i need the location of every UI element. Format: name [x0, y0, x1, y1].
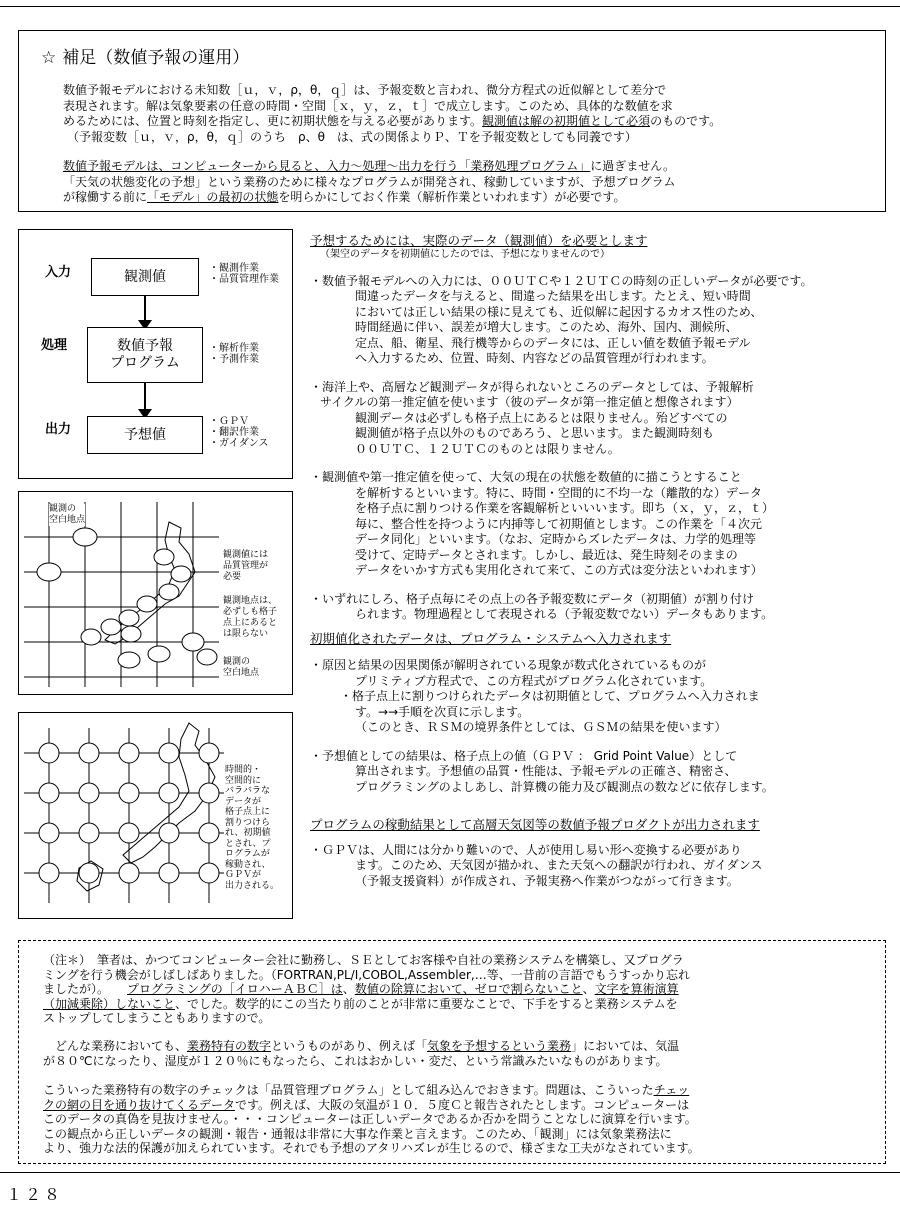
observation-box: 観測値: [91, 258, 199, 296]
text-line: （予報変数［ｕ，ｖ，ρ，θ，ｑ］のうち ρ、θ は、式の関係よりＰ、Ｔを予報変数としても同義です）: [67, 129, 637, 144]
section-heading: 初期値化されたデータは、プログラム・システムへ入力されます: [310, 630, 672, 646]
forecast-notes: ・ＧＰＶ ・翻訳作業 ・ガイダンス: [209, 416, 269, 449]
bullet-block: ・予想値としての結果は、格子点上の値（ＧＰＶ ： Grid Point Value）として 算出されます。予想値の品質・性能は、予報モデルの正確さ、精密さ、 プログラミングのよしあし、計算機の能力及び観測点の数などに依存します。: [310, 748, 774, 794]
arrow-down-icon: [144, 296, 146, 322]
supplement-title-text: 補足（数値予報の運用）: [62, 48, 250, 68]
right-column: [310, 233, 890, 889]
text-line: が稼働する前に「モデル」の最初の状態を明らかにしておく作業（解析作業といわれます）が必要です。: [63, 190, 626, 204]
grid-point-map: [18, 712, 293, 919]
author-note-box: [18, 940, 886, 1164]
program-box: 数値予報 プログラム: [87, 327, 203, 383]
flow-diagram: [18, 229, 293, 479]
quality-control-label: 観測値には 品質管理が 必要: [223, 550, 269, 582]
process-label: 処理: [41, 338, 68, 353]
bullet-block: ・ＧＰＶは、人間には分かり難いので、人が使用し易い形へ変換する必要があり ます。このため、天気図が描かれ、また天気への翻訳が行われ、ガイダンス （予報支援資料）が作成され、予報実務へ作業がつながって行きます。: [310, 842, 763, 888]
bullet-block: ・海洋上や、高層など観測データが得られないところのデータとしては、予報解析 サイクルの第一推定値を使います（彼のデータが第一推定値と想像されます） 観測データは必ずしも格子点上にあるとは限りません。殆どすべての 観測値が格子点以外のものであろう、と思います。また観測時刻も ００ＵＴＣ、１２ＵＴＣのものとは限りません。: [310, 379, 754, 456]
bottom-rule: [0, 1172, 900, 1173]
observation-grid-map: [18, 491, 293, 695]
section-heading: プログラムの稼動結果として高層天気図等の数値予報プロダクトが出力されます: [310, 817, 760, 832]
blank-point-label-top: 観測の 空白地点: [49, 504, 86, 525]
page-number: １２８: [6, 1185, 64, 1204]
text-line: 数値予報モデルは、コンピューターから見ると、入力～処理～出力を行う「業務処理プログラム」に過ぎません。: [63, 159, 676, 173]
bullet-block: ・観測値や第一推定値を使って、大気の現在の状態を数値的に描こうとすること を解析するといいます。特に、時間・空間的に不均一な（離散的な）データ を格子点に割りつける作業を客観解析といいいます。即ち（ｘ，ｙ，ｚ，ｔ） 毎に、整合性を持つように内挿等して初期値とします。この作業を「４次元 データ同化」といいます。（なお、定時からズレたデータは、力学的処理等 受けて、定時データとされます。しかし、最近は、発生時刻そのままの データをいかす方式も実用化されて来て、この方式は変分法といわれます）: [310, 470, 775, 577]
top-rule: [0, 6, 900, 7]
output-label: 出力: [45, 422, 72, 437]
text-line: 表現されます。解は気象要素の任意の時間・空間［ｘ，ｙ，ｚ，ｔ］で成立します。このため、具体的な数値を求: [63, 98, 673, 113]
blank-point-label-bottom: 観測の 空白地点: [223, 657, 260, 678]
text-line: 数値予報モデルにおける未知数［ｕ，ｖ，ρ，θ，ｑ］は、予報変数と言われ、微分方程式の近似解として差分で: [63, 83, 667, 97]
supplement-paragraph-1: [63, 83, 863, 145]
supplement-paragraph-2: [63, 159, 863, 206]
bullet-block: ・いずれにしろ、格子点毎にその点上の各予報変数にデータ（初期値）が割り付け られます。物理過程として表現される（予報変数でない）データもあります。: [310, 591, 774, 621]
star-icon: ☆: [41, 48, 57, 68]
text-line: めるためには、位置と時刻を指定し、更に初期状態を与える必要があります。観測値は解の初期値として必須のものです。: [63, 114, 722, 128]
grid-assignment-label: 時間的・ 空間的に バラバラな データが 格子点上に 割りつけら れ、初期値 とされ、プ ログラムが 稼動され、 ＧＰＶが 出力される。: [225, 765, 280, 891]
input-label: 入力: [45, 265, 72, 280]
note-paragraph-2: どんな業務においても、業務特有の数字というものがあり、例えば「気象を予想するという業務」においては、気温 が８０℃になったり、湿度が１２０％にもなったら、これはおかしい・変だ、という常識みたいなものがあります。: [43, 1039, 680, 1068]
bullet-block: ・原因と結果の因果関係が解明されている現象が数式化されているものが プリミティブ方程式で、この方程式がプログラム化されています。 ・格子点上に割りつけられたデータは初期値として、プログラムへ入力されま す。→→手順を次頁に示します。 （このとき、ＲＳＭの境界条件としては、ＧＳＭの結果を使います）: [310, 658, 760, 734]
supplement-box: [18, 30, 886, 212]
bullet-block: ・数値予報モデルへの入力には、００ＵＴＣや１２ＵＴＣの時刻の正しいデータが必要です。 間違ったデータを与えると、間違った結果を出します。たとえ、短い時間 においては正しい結果の様に見えても、近似解に起因するカオス性のため、 時間経過に伴い、誤差が増大します。このため、海外、国内、測候所、 定点、船、衛星、飛行機等からのデータには、正しい値を数値予報モデル へ入力するため、位置、時刻、内容などの品質管理が行われます。: [310, 273, 813, 365]
observation-notes: ・観測作業 ・品質管理作業: [209, 263, 279, 285]
arrow-down-icon: [144, 383, 146, 411]
forecast-box: 予想値: [87, 416, 203, 454]
program-notes: ・解析作業 ・予測作業: [209, 343, 259, 365]
section-subheading: （架空のデータを初期値にしたのでは、予想になりませんので）: [320, 248, 610, 260]
note-paragraph-1: （注＊） 筆者は、かつてコンピューター会社に勤務し、ＳＥとしてお客様や自社の業務システムを構築し、又プログラ ミングを行う機会がしばしばありました。（FORTRAN,PL/I,COBOL,Assembler,…等、一昔前の言語でもうすっかり忘れ ましたが）。 プログラミングの［イロハーＡＢＣ］は、数値の除算において、ゼロで割らないこと、文字を算術演算 （加減乗除）しないこと、でした。数学的にこの当たり前のことが非常に重要なことで、下手をすると業務システムを ストップしてしまうこともありますので。: [43, 953, 691, 1025]
text-line: 「天気の状態変化の予想」という業務のために様々なプログラムが開発され、稼動していますが、予想プログラム: [63, 174, 676, 189]
supplement-title: [41, 43, 249, 68]
section-heading: 予想するためには、実際のデータ（観測値）を必要とします: [310, 233, 648, 248]
note-paragraph-3: こういった業務特有の数字のチェックは「品質管理プログラム」として組み込んでおきます。問題は、こういったチェッ クの網の目を通り抜けてくるデータです。例えば、大阪の気温が１０．５度Ｃと報告されたとします。コンピューターは このデータの真偽を見抜けません。・・・コンピューターは正しいデータであるか否かを問うことなしに演算を行います。 この観点から正しいデータの観測・報告・通報は非常に大事な作業と言えます。このため、「観測」には気象業務法に より、強力な法的保護が加えられています。それでも予想のアタリハズレが生じるので、様ざまな工夫がなされています。: [43, 1083, 700, 1155]
observation-location-label: 観測地点は、 必ずしも格子 点上にあると は限らない: [223, 596, 278, 639]
